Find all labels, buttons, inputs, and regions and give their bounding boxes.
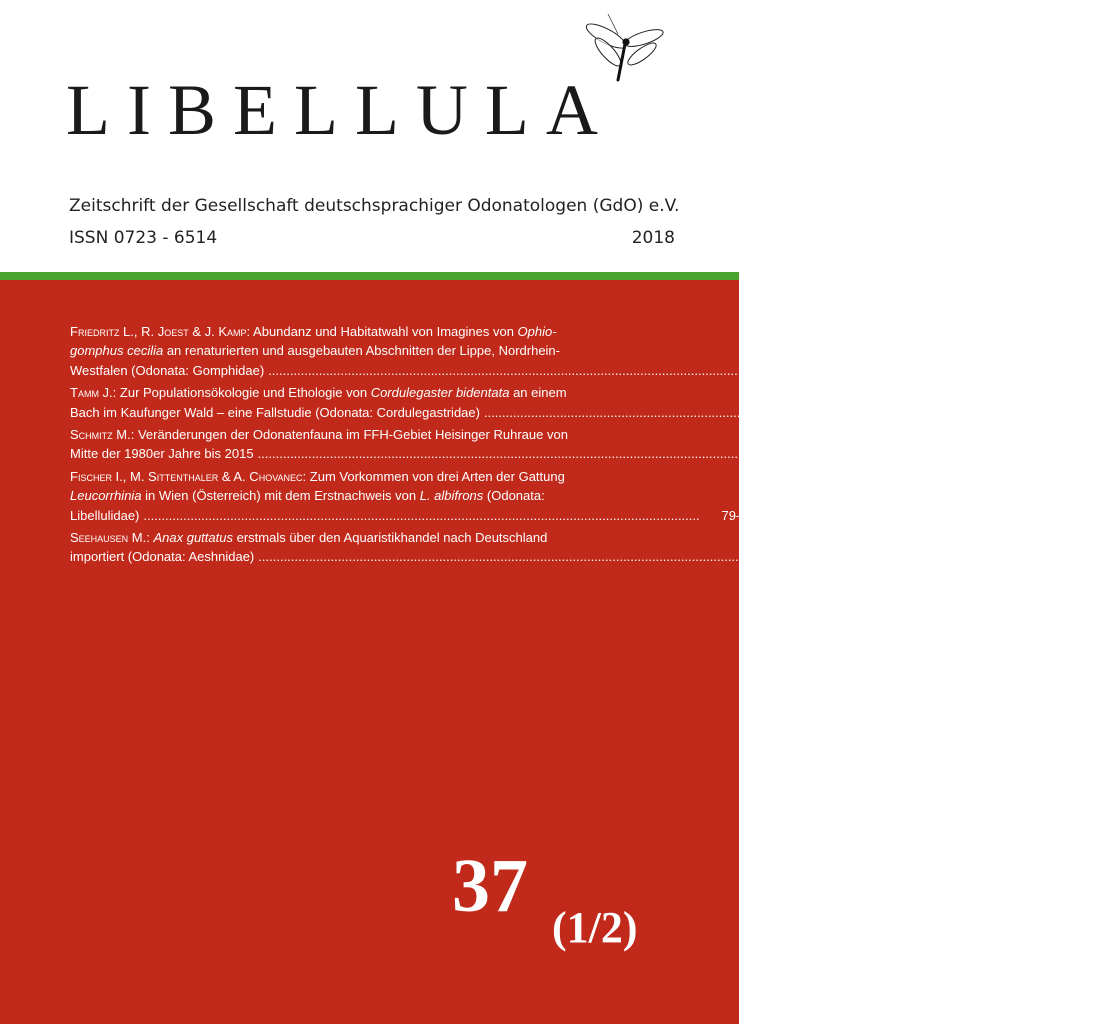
toc-authors: Fischer I., M. Sittenthaler & A. Chovanec — [70, 468, 303, 484]
toc-entry[interactable] — [70, 383, 1098, 422]
toc-title-text: importiert (Odonata: Aeshnidae) — [70, 549, 255, 565]
toc-line — [70, 383, 686, 402]
toc-pages: 79–90 — [721, 507, 758, 523]
toc-title-text: : Zum Vorkommen von drei Arten der Gattung — [302, 468, 565, 484]
toc-title-text: in Wien (Österreich) mit dem Erstnachweis von — [141, 488, 420, 504]
toc-authors: Tamm J. — [70, 385, 113, 401]
toc-species: Cordulegaster bidentata — [370, 385, 510, 401]
toc-title-text: an renaturierten und ausgebauten Abschnitten der Lippe, Nordrhein- — [163, 343, 560, 359]
issn-number: ISSN 0723 - 6514 — [69, 228, 218, 248]
toc-title-text: Libellulidae) — [70, 507, 140, 523]
journal-logo-title: LIBELLULA — [66, 70, 615, 150]
toc-title-text: Mitte der 1980er Jahre bis 2015 — [70, 446, 254, 462]
toc-line — [70, 506, 758, 525]
toc-title-text: : Veränderungen der Odonatenfauna im FFH-Gebiet Heisinger Ruhraue von — [130, 427, 568, 443]
toc-species: Anax guttatus — [153, 530, 233, 546]
volume-number: 37 — [452, 844, 528, 928]
cover-header — [0, 0, 739, 272]
toc-leader-dots: .......................................................................................................................................................... — [268, 362, 825, 378]
toc-title-text: Bach im Kaufunger Wald – eine Fallstudie (Odonata: Cordulegastridae) — [70, 404, 480, 420]
toc-line — [70, 425, 686, 444]
toc-authors: Seehausen M. — [70, 530, 147, 546]
toc-title-text: (Odonata: — [483, 488, 545, 504]
toc-leader-dots: .......................................................................................................................................................... — [257, 446, 814, 462]
publication-year: 2018 — [631, 228, 675, 248]
toc-title-text: erstmals über den Aquaristikhandel nach Deutschland — [232, 530, 548, 546]
toc-species: L. albifrons — [419, 488, 484, 504]
toc-line — [70, 547, 873, 566]
issue-number: (1/2) — [552, 903, 638, 952]
green-divider-bar — [0, 272, 739, 280]
toc-line — [70, 341, 686, 360]
toc-title-text: : Zur Populationsökologie und Ethologie von — [112, 385, 371, 401]
toc-pages: 91–96 — [836, 549, 873, 565]
toc-pages: 23–54 — [1062, 404, 1098, 420]
toc-authors: Friedritz L., R. Joest & J. Kamp — [70, 324, 247, 339]
toc-line — [70, 486, 686, 505]
toc-line — [70, 403, 1098, 422]
toc-title-text: Westfalen (Odonata: Gomphidae) — [70, 362, 265, 378]
toc-line — [70, 444, 872, 463]
toc-leader-dots: .......................................................................................................................................................... — [483, 404, 1041, 420]
toc-entry[interactable] — [70, 322, 883, 380]
toc-title-text: : Abundanz und Habitatwahl von Imagines von — [246, 324, 518, 339]
table-of-contents — [70, 322, 1098, 570]
toc-title-text: : — [146, 530, 154, 546]
toc-species: Ophio- — [517, 324, 557, 339]
toc-species: gomphus cecilia — [70, 343, 164, 359]
toc-authors: Schmitz M. — [70, 427, 131, 443]
toc-species: Leucorrhinia — [70, 488, 142, 504]
journal-subtitle: Zeitschrift der Gesellschaft deutschsprachiger Odonatologen (GdO) e.V. — [69, 196, 680, 216]
toc-pages: 55–78 — [835, 446, 872, 462]
toc-entry[interactable] — [70, 467, 758, 525]
toc-line — [70, 467, 686, 486]
toc-leader-dots: .......................................................................................................................................................... — [143, 507, 700, 523]
toc-line — [70, 361, 883, 380]
toc-pages: 1–22 — [853, 362, 883, 378]
toc-leader-dots: .......................................................................................................................................................... — [258, 549, 815, 565]
toc-title-text: an einem — [509, 385, 567, 401]
toc-entry[interactable] — [70, 425, 872, 464]
toc-line — [70, 528, 686, 547]
toc-line — [70, 322, 686, 341]
toc-entry[interactable] — [70, 528, 873, 567]
